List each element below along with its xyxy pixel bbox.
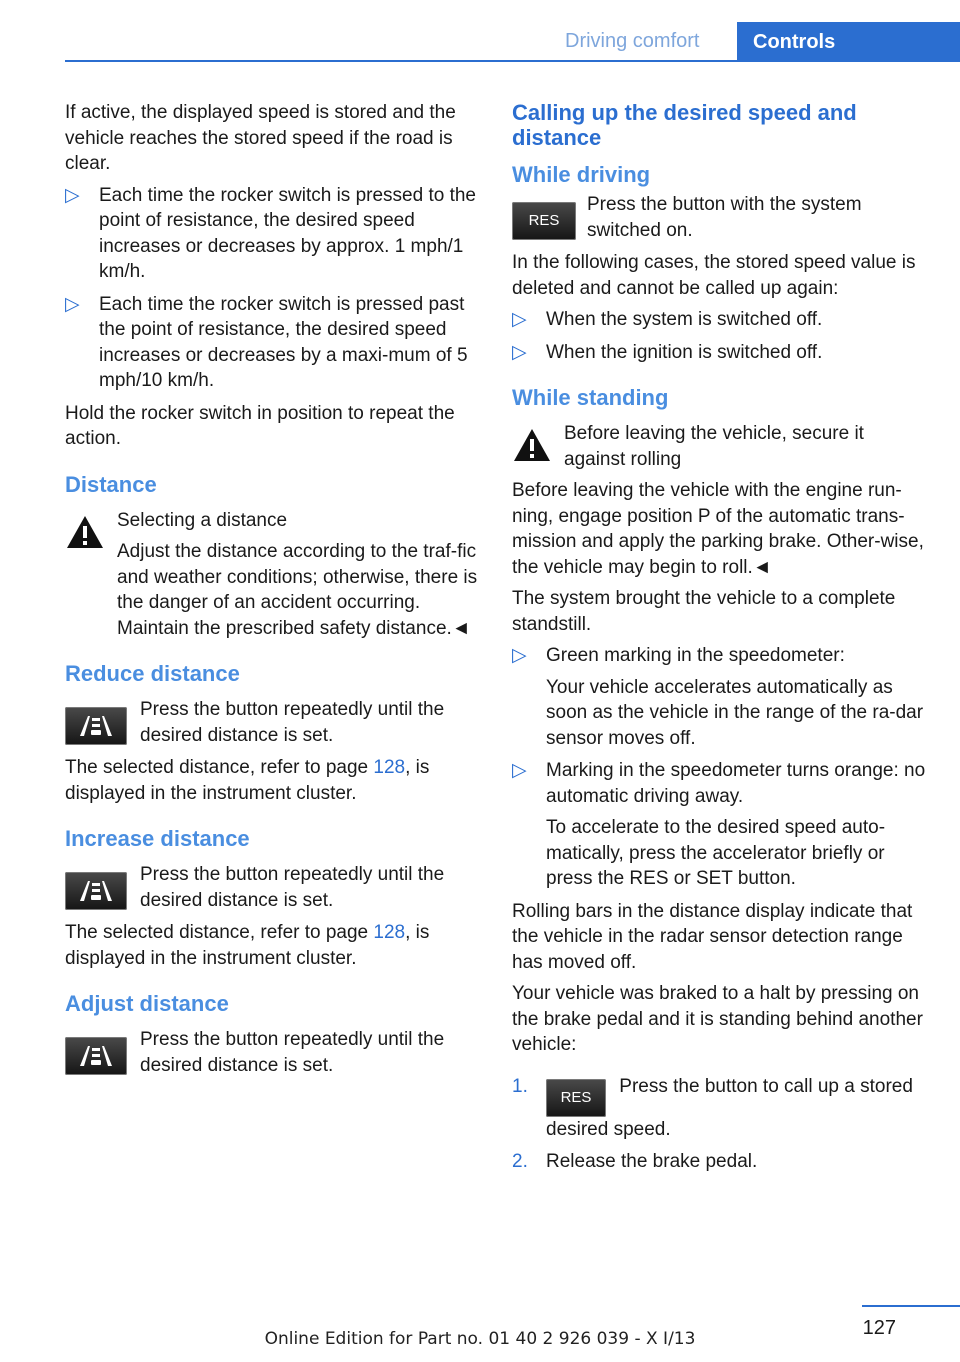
adjust-distance-heading: Adjust distance bbox=[65, 991, 229, 1016]
step-number: 2. bbox=[512, 1151, 528, 1172]
bullet-subtext: Your vehicle accelerates automatically as soon as the vehicle in the range of the ra-dar sensor moves off. bbox=[546, 676, 924, 749]
res-button-icon: RES bbox=[512, 202, 576, 240]
adjust-distance-block bbox=[65, 1027, 480, 1079]
bullet-marker-icon: ▷ bbox=[65, 184, 80, 206]
header-chapter-tab: Controls bbox=[737, 22, 960, 62]
numbered-step bbox=[512, 1149, 930, 1175]
bullet-marker-icon: ▷ bbox=[512, 760, 527, 781]
while-driving-block bbox=[512, 192, 930, 244]
header-section-title: Driving comfort bbox=[565, 30, 700, 52]
bullet-marker-icon: ▷ bbox=[512, 341, 527, 363]
step-text: Release the brake pedal. bbox=[546, 1151, 758, 1172]
edition-footer: Online Edition for Part no. 01 40 2 926 039 - X I/13 bbox=[264, 1329, 696, 1349]
reduce-distance-heading: Reduce distance bbox=[65, 661, 240, 686]
page-link[interactable]: 128 bbox=[373, 757, 406, 778]
braked-paragraph: Your vehicle was braked to a halt by pressing on the brake pedal and it is standing behind another vehicle: bbox=[512, 983, 923, 1055]
distance-button-icon bbox=[65, 1037, 127, 1075]
header-rule bbox=[65, 60, 960, 62]
bullet-text: Green marking in the speedometer: bbox=[546, 645, 845, 666]
while-driving-text: Press the button with the system switched on. bbox=[587, 194, 862, 241]
increase-distance-heading: Increase distance bbox=[65, 826, 250, 851]
warning-block bbox=[512, 421, 930, 472]
increase-reference: The selected distance, refer to page 128, is displayed in the instrument cluster. bbox=[65, 922, 430, 969]
reduce-distance-block bbox=[65, 697, 480, 749]
warning-title: Before leaving the vehicle, secure it against rolling bbox=[564, 423, 864, 470]
increase-distance-text: Press the button repeatedly until the desired distance is set. bbox=[140, 864, 445, 911]
distance-heading: Distance bbox=[65, 471, 157, 497]
bullet-item bbox=[65, 183, 480, 285]
intro-paragraph: If active, the displayed speed is stored and the vehicle reaches the stored speed if the road is clear. bbox=[65, 102, 456, 174]
res-button-icon: RES bbox=[546, 1079, 606, 1117]
bullet-text: Each time the rocker switch is pressed past the point of resistance, the desired speed increases or decreases by a maxi-mum of 5 mph/10 km/h. bbox=[99, 293, 468, 391]
step-text: Press the button to call up a stored desired speed. bbox=[546, 1075, 913, 1140]
bullet-marker-icon: ▷ bbox=[65, 293, 80, 315]
numbered-step bbox=[512, 1074, 930, 1143]
left-column bbox=[65, 100, 480, 1085]
bullet-text: Marking in the speedometer turns orange: no automatic driving away. bbox=[546, 760, 926, 807]
bullet-item bbox=[512, 307, 930, 333]
bullet-item bbox=[512, 643, 930, 751]
distance-button-icon bbox=[65, 707, 127, 745]
increase-distance-block bbox=[65, 862, 480, 914]
rolling-paragraph: Rolling bars in the distance display indicate that the vehicle in the radar sensor detection range has moved off. bbox=[512, 900, 913, 973]
bullet-text: Each time the rocker switch is pressed to the point of resistance, the desired speed increases or decreases by approx. 1 mph/1 km/h. bbox=[99, 184, 476, 282]
distance-button-icon bbox=[65, 872, 127, 910]
hold-paragraph: Hold the rocker switch in position to repeat the action. bbox=[65, 402, 455, 449]
warning-text: Before leaving the vehicle with the engine run-ning, engage position P of the automatic trans-mission and apply the parking brake. Other-wise, the vehicle may begin to roll.◄ bbox=[512, 480, 924, 578]
warning-triangle-icon bbox=[65, 514, 105, 558]
reduce-reference: The selected distance, refer to page 128, is displayed in the instrument cluster. bbox=[65, 757, 430, 804]
bullet-item bbox=[65, 292, 480, 394]
step-number: 1. bbox=[512, 1075, 528, 1097]
warning-title: Selecting a distance bbox=[117, 509, 288, 531]
bullet-item bbox=[512, 340, 930, 366]
while-driving-heading: While driving bbox=[512, 162, 651, 187]
warning-text: Adjust the distance according to the traf-fic and weather conditions; otherwise, there is the danger of an accident occurring. Maintain the prescribed safety distance.◄ bbox=[117, 541, 478, 639]
section-heading: Calling up the desired speed and distance bbox=[512, 100, 857, 150]
standstill-paragraph: The system brought the vehicle to a complete standstill. bbox=[512, 588, 896, 635]
warning-block bbox=[65, 508, 480, 642]
following-paragraph: In the following cases, the stored speed value is deleted and cannot be called up again: bbox=[512, 252, 916, 299]
while-standing-heading: While standing bbox=[512, 385, 669, 410]
reduce-distance-text: Press the button repeatedly until the desired distance is set. bbox=[140, 699, 445, 746]
bullet-text: When the ignition is switched off. bbox=[546, 341, 823, 363]
footer-rule bbox=[862, 1305, 960, 1307]
warning-triangle-icon bbox=[512, 427, 552, 471]
bullet-marker-icon: ▷ bbox=[512, 309, 527, 330]
bullet-marker-icon: ▷ bbox=[512, 645, 527, 666]
page-link[interactable]: 128 bbox=[373, 922, 406, 943]
bullet-text: When the system is switched off. bbox=[546, 309, 823, 330]
adjust-distance-text: Press the button repeatedly until the desired distance is set. bbox=[140, 1029, 445, 1076]
bullet-subtext: To accelerate to the desired speed auto-matically, press the accelerator briefly or press the RES or SET button. bbox=[546, 817, 886, 889]
right-column bbox=[512, 100, 930, 1182]
bullet-item bbox=[512, 758, 930, 892]
page-number: 127 bbox=[862, 1317, 896, 1339]
